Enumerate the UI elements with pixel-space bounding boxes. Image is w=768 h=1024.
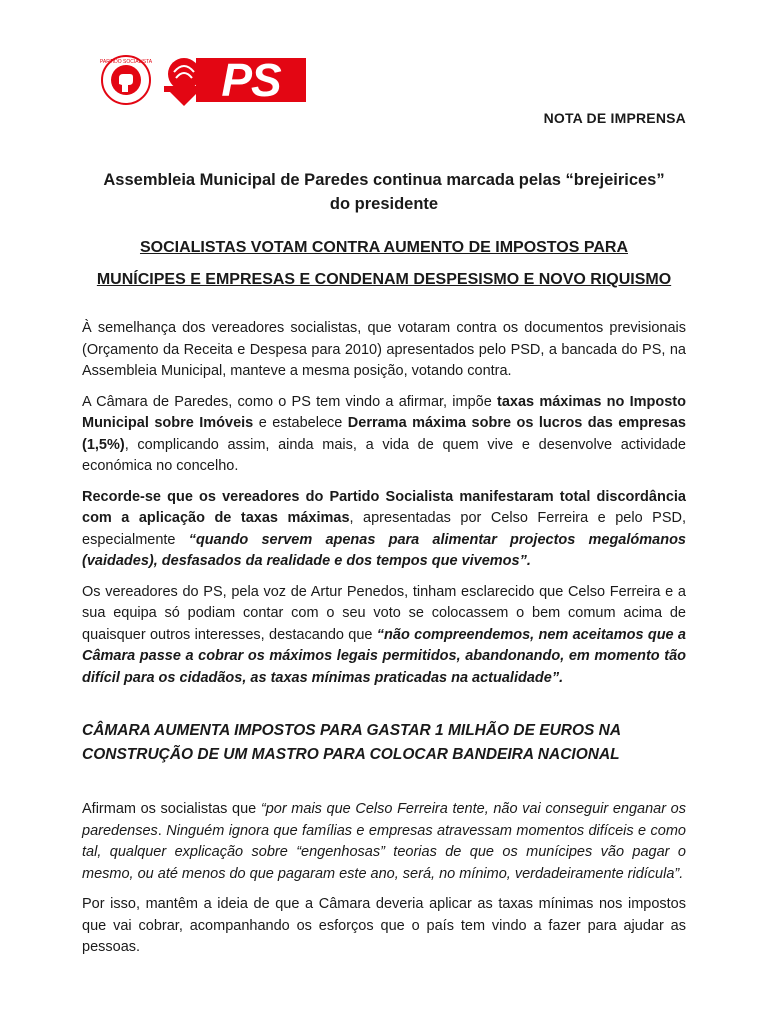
document-subtitle: SOCIALISTAS VOTAM CONTRA AUMENTO DE IMPOSTOS PARA MUNÍCIPES E EMPRESAS E CONDENAM DESPESISMO E NOVO RIQUISMO [96,239,672,288]
text-run-bold: taxas máximas no Imposto Municipal sobre Imóveis [82,393,686,431]
ps-seal-logo [100,54,152,106]
svg-text:PARTIDO SOCIALISTA: PARTIDO SOCIALISTA [100,59,152,65]
text-run-italic: Ninguém ignora que famílias e empresas atravessam momentos difíceis e como tal, qualquer explicação sobre “engenhosas” teorias de que os munícipes vão pagar o mesmo, ou até menos do que pagaram este ano, será, no mínimo, verdadeiramente ridícula”. [82,822,686,882]
text-run: , apresentadas por Celso Ferreira e pelo PSD, especialmente [82,510,686,548]
text-run: . [157,822,167,839]
document-title: Assembleia Municipal de Paredes continua marcada pelas “brejeirices” do presidente [103,171,665,213]
text-run-bold: Recorde-se que os vereadores do Partido Socialista manifestaram total discordância com a aplicação de taxas máximas [82,488,686,526]
paragraph-6: Por isso, mantêm a ideia de que a Câmara deveria aplicar as taxas mínimas nos impostos que vai cobrar, acompanhando os esforços que o país tem vindo a fazer para ajudar as pessoas. [82,896,686,955]
press-release-label: NOTA DE IMPRENSA [543,110,686,126]
text-run-italic: “por mais que Celso Ferreira tente, não vai conseguir enganar os paredenses [82,801,686,839]
document-body [82,318,686,968]
text-run: Afirmam os socialistas que [82,801,261,817]
paragraph-4 [82,582,686,690]
text-run-bold-italic: “não compreendemos, nem aceitamos que a Câmara passe a cobrar os máximos legais permitidos, abandonando, em momento tão difícil para os cidadãos, as taxas mínimas praticadas na actualidade”. [82,626,686,686]
paragraph-5 [82,799,686,885]
paragraph-1: À semelhança dos vereadores socialistas, que votaram contra os documentos previsionais (Orçamento da Receita e Despesa para 2010) apresentados pelo PSD, a bancada do PS, na Assembleia Municipal, manteve a mesma posição, votando contra. [82,320,686,379]
paragraph-3 [82,487,686,573]
section-heading: CÂMARA AUMENTA IMPOSTOS PARA GASTAR 1 MILHÃO DE EUROS NA CONSTRUÇÃO DE UM MASTRO PARA COLOCAR BANDEIRA NACIONAL [82,722,621,763]
text-run: A Câmara de Paredes, como o PS tem vindo a afirmar, impõe [82,393,498,410]
ps-logo: PS [196,58,306,102]
header-logos [100,52,320,108]
text-run: , complicando assim, ainda mais, a vida de quem vive e desenvolve actividade económica no concelho. [82,436,686,474]
text-run-bold-italic: “quando servem apenas para alimentar projectos megalómanos (vaidades), desfasados da realidade e dos tempos que vivemos”. [82,531,686,569]
text-run: Os vereadores do PS, pela voz de Artur Penedos, tinham esclarecido que Celso Ferreira e a sua equipa só podiam contar com o seu voto se colocassem o bem comum acima de quaisquer outros interesses, destacando que [82,583,686,643]
text-run: e estabelece [253,415,348,431]
paragraph-2 [82,392,686,478]
text-run-bold: Derrama máxima sobre os lucros das empresas (1,5%) [82,415,686,453]
